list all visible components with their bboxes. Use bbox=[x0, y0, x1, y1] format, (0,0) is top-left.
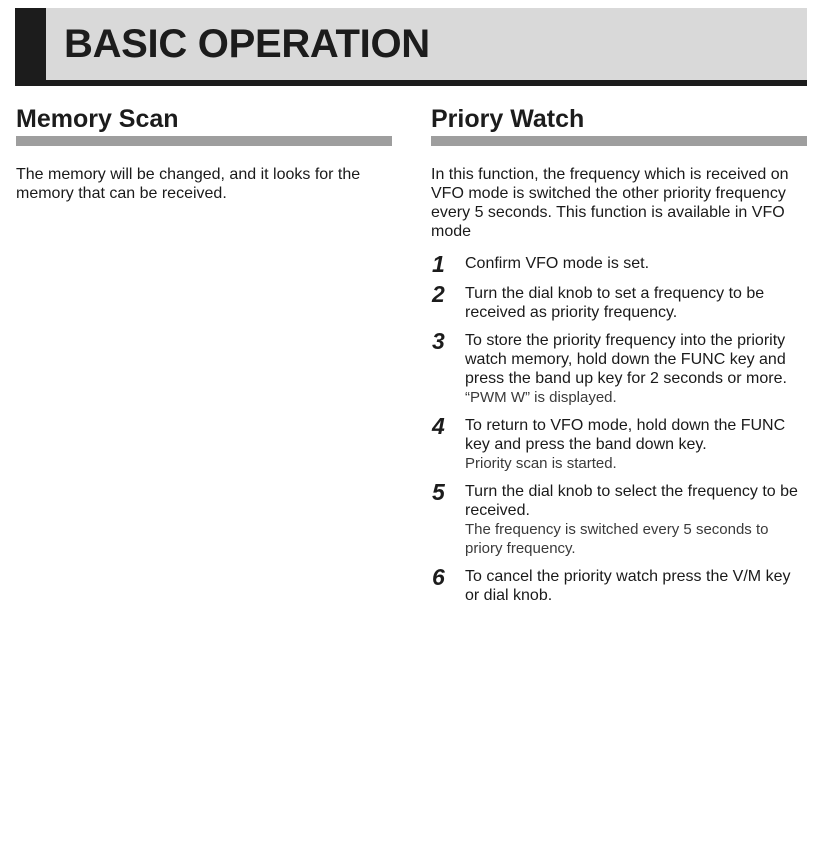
step-number: 2 bbox=[432, 281, 445, 307]
memory-scan-heading: Memory Scan bbox=[16, 105, 179, 133]
step-number: 6 bbox=[432, 564, 445, 590]
step-result: Priority scan is started. bbox=[465, 455, 617, 472]
step-number: 3 bbox=[432, 328, 445, 354]
step-text: Confirm VFO mode is set. bbox=[465, 255, 650, 272]
step-body bbox=[465, 416, 807, 473]
priory-watch-rule bbox=[431, 136, 807, 146]
step-text: To return to VFO mode, hold down the FUNC key and press the band down key. bbox=[465, 417, 786, 453]
header-rule bbox=[15, 80, 807, 86]
step-item bbox=[431, 328, 807, 407]
step-body bbox=[465, 284, 807, 322]
priory-watch-intro: In this function, the frequency which is received on VFO mode is switched the other priority frequency every 5 seconds. This function is available in VFO mode bbox=[431, 166, 789, 240]
step-item bbox=[431, 281, 807, 322]
step-result: “PWM W” is displayed. bbox=[465, 389, 617, 406]
step-text: To cancel the priority watch press the V/M key or dial knob. bbox=[465, 568, 791, 604]
step-body bbox=[465, 254, 807, 275]
step-body bbox=[465, 567, 807, 605]
page-title: BASIC OPERATION bbox=[64, 22, 430, 66]
memory-scan-section bbox=[16, 104, 392, 203]
step-item bbox=[431, 251, 807, 277]
step-text: To store the priority frequency into the priority watch memory, hold down the FUNC key and press the band up key for 2 seconds or more. bbox=[465, 332, 787, 387]
step-number: 5 bbox=[432, 479, 445, 505]
step-body bbox=[465, 482, 807, 558]
memory-scan-rule bbox=[16, 136, 392, 146]
step-number: 4 bbox=[432, 413, 445, 439]
step-item bbox=[431, 564, 807, 605]
step-number: 1 bbox=[432, 251, 445, 277]
priory-watch-steps bbox=[431, 251, 807, 605]
step-text: Turn the dial knob to select the frequency to be received. bbox=[465, 483, 798, 519]
header-accent-bar bbox=[15, 8, 46, 86]
priory-watch-section bbox=[431, 104, 807, 614]
priory-watch-heading: Priory Watch bbox=[431, 105, 585, 133]
step-item bbox=[431, 479, 807, 558]
step-result: The frequency is switched every 5 seconds to priory frequency. bbox=[465, 521, 769, 557]
step-item bbox=[431, 413, 807, 473]
step-body bbox=[465, 331, 807, 407]
memory-scan-body: The memory will be changed, and it looks for the memory that can be received. bbox=[16, 166, 361, 202]
step-text: Turn the dial knob to set a frequency to be received as priority frequency. bbox=[465, 285, 765, 321]
